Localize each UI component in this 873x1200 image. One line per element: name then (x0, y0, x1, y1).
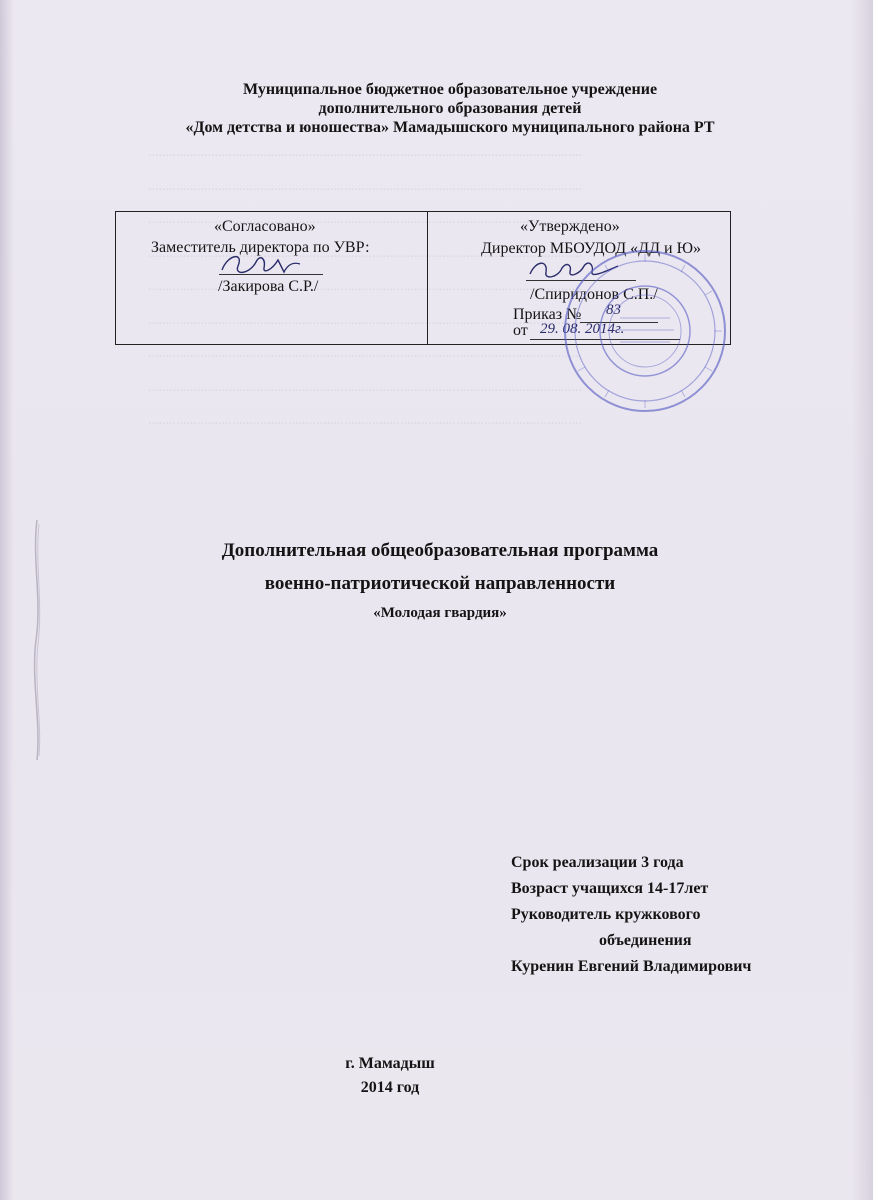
stamp-seal (560, 246, 730, 416)
header-line-1: Муниципальное бюджетное образовательное учреждение (242, 81, 658, 98)
program-title-line-2: военно-патриотической направленности (264, 573, 616, 594)
agreed-name: /Закирова С.Р./ (218, 278, 319, 295)
leader-label-line-1: Руководитель кружкового (511, 906, 701, 923)
implementation-term: Срок реализации 3 года (511, 854, 684, 871)
institution-header (150, 80, 750, 137)
agreed-heading: «Согласовано» (214, 218, 316, 235)
city: г. Мамадыш (345, 1055, 435, 1072)
students-age: Возраст учащихся 14-17лет (511, 880, 709, 897)
document-footer (300, 1052, 480, 1100)
order-label: Приказ № (513, 306, 582, 323)
order-date: 29. 08. 2014г. (540, 321, 625, 337)
order-number: 83 (606, 302, 621, 318)
approved-name: /Спиридонов С.П./ (530, 286, 658, 303)
program-title-block (150, 540, 730, 622)
page-right-shadow (851, 0, 873, 1200)
agreed-position: Заместитель директора по УВР: (151, 239, 370, 256)
binding-thread (30, 520, 44, 760)
order-date-label: от (513, 322, 528, 339)
agreed-signature (214, 248, 304, 282)
page-left-shadow (0, 0, 14, 1200)
agreed-cell (116, 212, 428, 344)
header-line-2: дополнительного образования детей (318, 100, 582, 117)
leader-name: Куренин Евгений Владимирович (511, 958, 752, 975)
leader-label-line-2: объединения (599, 932, 692, 949)
approved-position: Директор МБОУДОД «ДД и Ю» (481, 240, 702, 257)
program-details (511, 850, 831, 980)
program-name: «Молодая гвардия» (373, 605, 507, 621)
header-line-3: «Дом детства и юношества» Мамадышского муниципального района РТ (185, 119, 715, 136)
approved-heading: «Утверждено» (520, 218, 620, 235)
year: 2014 год (360, 1079, 420, 1096)
program-title-line-1: Дополнительная общеобразовательная программа (221, 540, 659, 561)
